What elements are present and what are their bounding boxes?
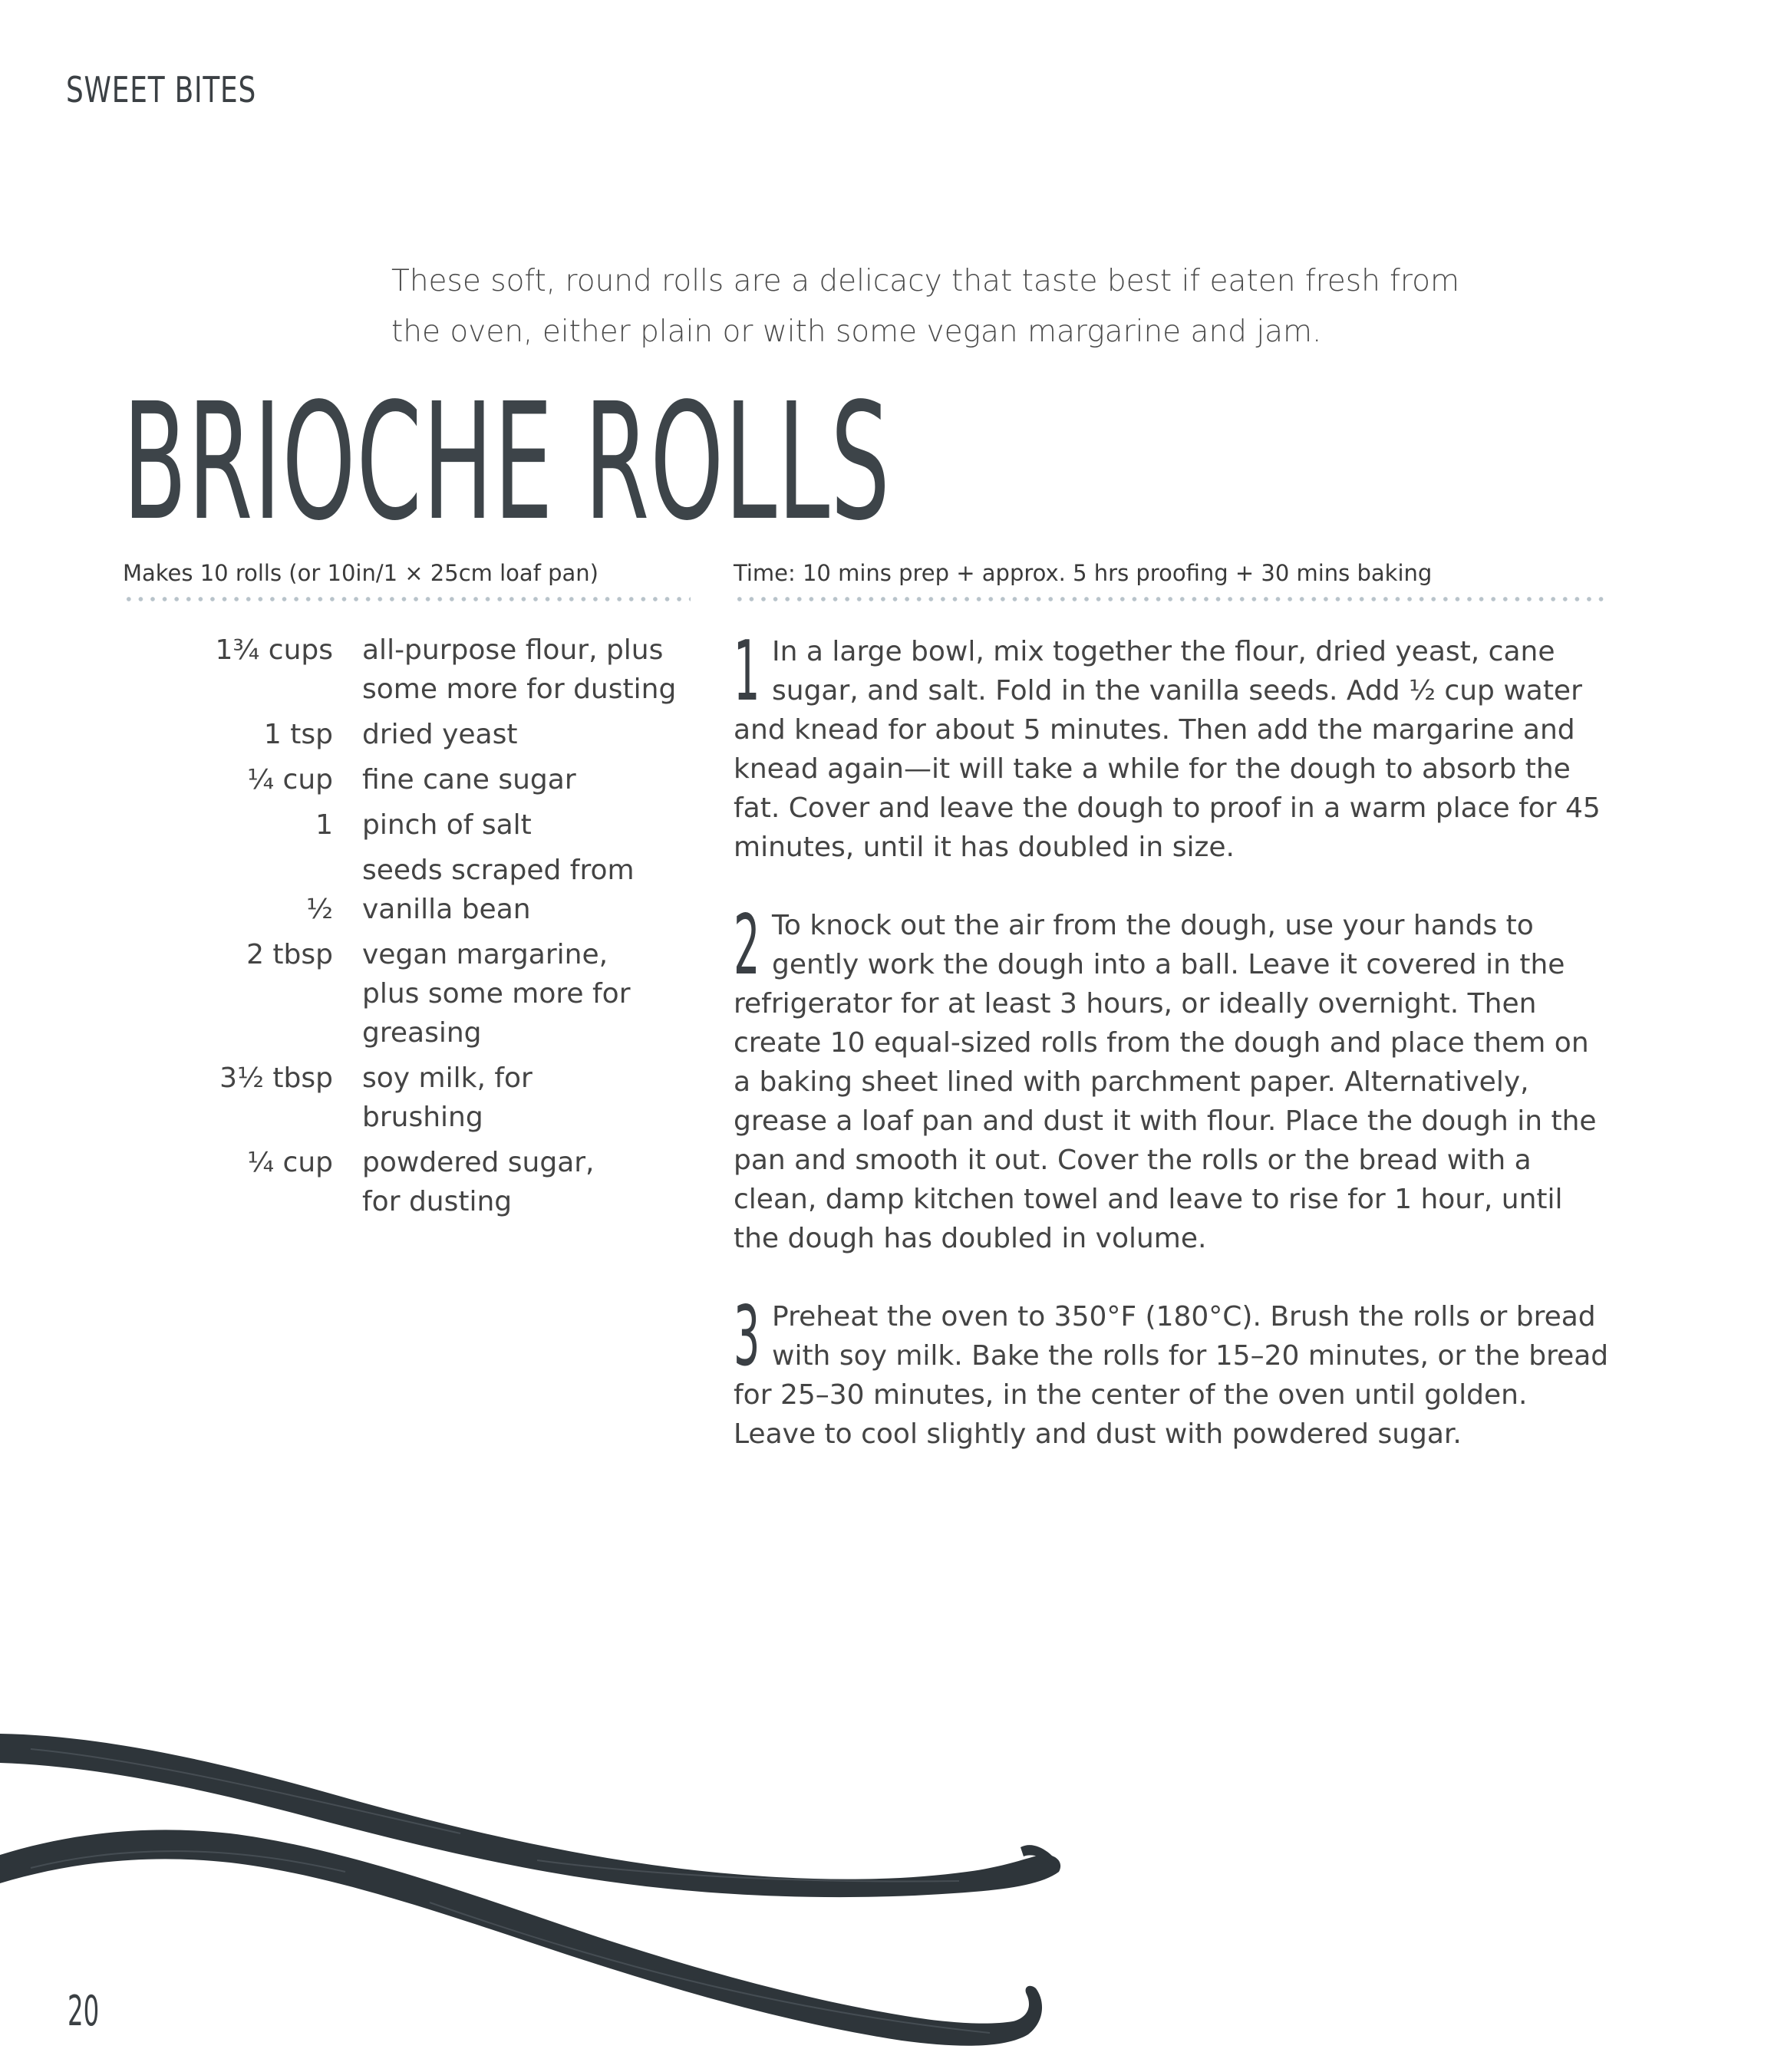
- step-number: 3: [734, 1289, 760, 1385]
- recipe-time: Time: 10 mins prep + approx. 5 hrs proofing + 30 mins baking: [734, 560, 1433, 586]
- method-steps: [734, 624, 1614, 1493]
- section-label: SWEET BITES: [66, 69, 257, 110]
- ingredient-row: [123, 851, 691, 929]
- dotted-rule-method: [734, 595, 1605, 603]
- ingredient-quantity: ¼ cup: [247, 1147, 333, 1178]
- ingredient-name: all-purpose flour, plus some more for dusting: [362, 634, 677, 705]
- ingredient-name: soy milk, for brushing: [362, 1062, 533, 1133]
- ingredient-quantity: 1¾ cups: [215, 634, 333, 666]
- ingredient-row: [123, 760, 691, 799]
- ingredient-row: [123, 805, 691, 845]
- ingredient-quantity: 2 tbsp: [246, 939, 333, 970]
- recipe-yield: Makes 10 rolls (or 10in/1 × 25cm loaf pan): [123, 560, 598, 586]
- ingredient-name: powdered sugar, for dusting: [362, 1147, 595, 1217]
- ingredient-name: fine cane sugar: [362, 764, 576, 796]
- ingredient-quantity: 3½ tbsp: [219, 1062, 333, 1094]
- ingredient-row: [123, 715, 691, 754]
- ingredient-quantity: ¼ cup: [247, 764, 333, 796]
- step-text: To knock out the air from the dough, use your hands to gently work the dough into a ball. Leave it covered in the refrigerator for at least 3 hours, or ideally overnight. Then create 10 equal-sized rolls from the dough and place them on a baking sheet lined with parchment paper. Alternatively, grease a loaf pan and dust it with flour. Place the dough in the pan and smooth it out. Cover the rolls or the bread with a clean, damp kitchen towel and leave to rise for 1 hour, until the dough has doubled in volume.: [734, 910, 1597, 1254]
- method-step: [734, 898, 1614, 1258]
- step-number: 2: [734, 898, 760, 993]
- page-number: 20: [68, 1987, 100, 2035]
- recipe-intro: These soft, round rolls are a delicacy that taste best if eaten fresh from the oven, either plain or with some vegan margarine and jam.: [391, 264, 1459, 349]
- method-step: [734, 1289, 1614, 1454]
- ingredient-quantity: 1: [315, 809, 333, 841]
- ingredient-row: [123, 631, 691, 709]
- step-text: Preheat the oven to 350°F (180°C). Brush the rolls or bread with soy milk. Bake the rolls for 15–20 minutes, or the bread for 25–30 minutes, in the center of the oven until golden. Leave to cool slightly and dust with powdered sugar.: [734, 1301, 1609, 1450]
- ingredient-name: seeds scraped from vanilla bean: [362, 855, 635, 925]
- method-step: [734, 624, 1614, 867]
- step-number: 1: [734, 624, 760, 720]
- ingredient-quantity: ½: [306, 894, 333, 925]
- ingredient-quantity: 1 tsp: [263, 719, 333, 750]
- step-text: In a large bowl, mix together the flour, dried yeast, cane sugar, and salt. Fold in the vanilla seeds. Add ½ cup water and knead for about 5 minutes. Then add the margarine and knead again—it will take a while for the dough to absorb the fat. Cover and leave the dough to proof in a warm place for 45 minutes, until it has doubled in size.: [734, 636, 1601, 863]
- recipe-title: BRIOCHE ROLLS: [123, 368, 891, 556]
- dotted-rule-ingredients: [123, 595, 691, 603]
- ingredient-row: [123, 1059, 691, 1137]
- ingredient-name: dried yeast: [362, 719, 518, 750]
- ingredients-list: [123, 631, 691, 1227]
- ingredient-row: [123, 1143, 691, 1221]
- vanilla-pods-illustration: [0, 1718, 1090, 2071]
- ingredient-row: [123, 935, 691, 1052]
- ingredient-name: pinch of salt: [362, 809, 532, 841]
- ingredient-name: vegan margarine, plus some more for greasing: [362, 939, 631, 1049]
